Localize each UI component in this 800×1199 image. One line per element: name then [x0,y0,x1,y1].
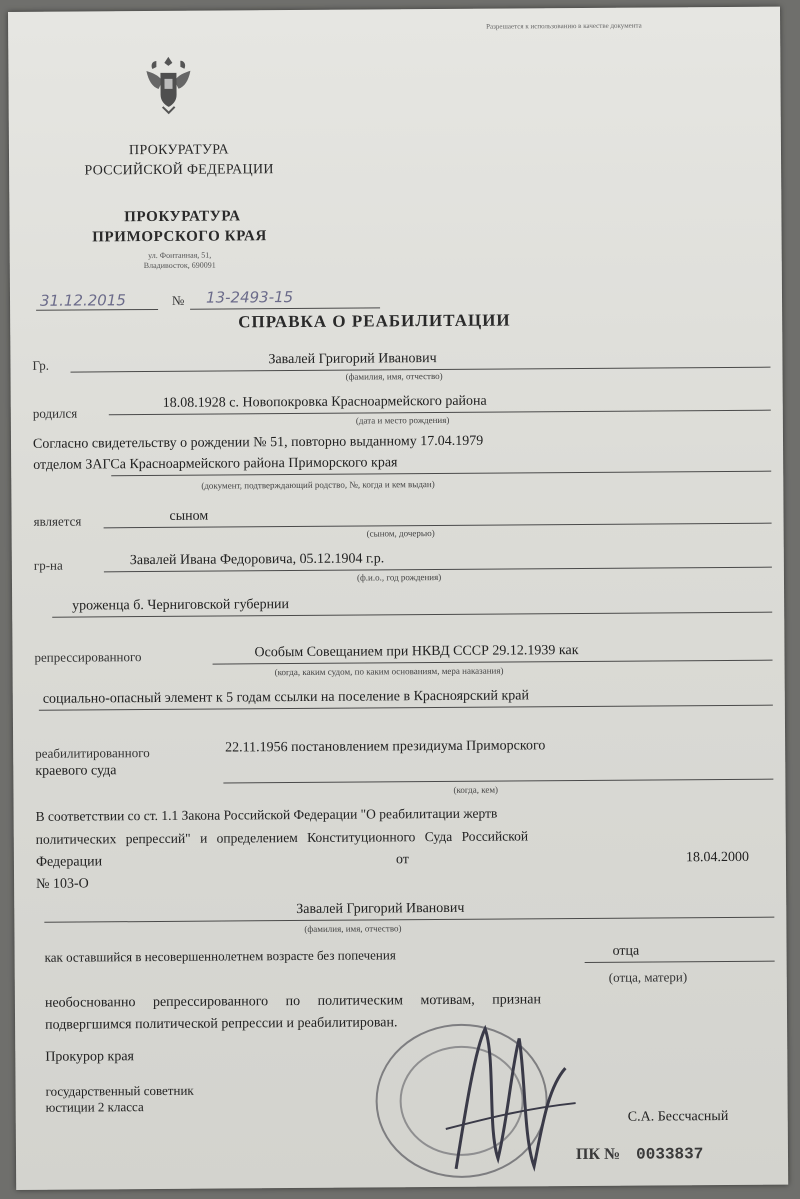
law-line3-c: 18.04.2000 [685,849,749,866]
org2-line2: ПРИМОРСКОГО КРАЯ [92,228,267,246]
signer-title-line3: юстиции 2 класса [45,1099,144,1115]
parent-caption: (ф.и.о., год рождения) [356,571,442,583]
parent-origin: уроженца б. Черниговской губернии [72,597,290,614]
registration-date: 31.12.2015 [39,291,126,310]
rehab-value: 22.11.1956 постановлением президиума Приморского [225,738,546,756]
law-line3-b: от [395,852,409,868]
law-line4: № 103-О [36,876,89,892]
rehab-line2: краевого суда [35,763,117,779]
child-name-line [44,917,774,923]
registration-number-label: № [171,292,185,308]
relation-label: является [33,513,82,529]
registration-number-line [190,307,380,309]
parent-label: гр-на [33,557,63,573]
child-name: Завалей Григорий Иванович [296,900,465,918]
conclusion-line2: подвергшимся политической репрессии и реабилитирован. [45,1015,398,1033]
serial-number-block [576,1145,703,1164]
rehab-caption: (когда, кем) [453,784,499,795]
address-line1: ул. Фонтанная, 51, [148,250,212,261]
registration-number: 13-2493-15 [205,288,294,307]
rehab-label: реабилитированного [35,745,150,761]
signer-name: С.А. Бессчасный [627,1108,729,1125]
child-parent-line [585,961,775,963]
law-line2: политических репрессий" и определением Конституционного Суда Российской [35,828,529,847]
child-caption: (фамилия, имя, отчество) [304,923,402,934]
repressed-caption: (когда, каким судом, по каким основаниям, мера наказания) [274,665,504,678]
born-label: родился [32,405,78,421]
citizen-caption: (фамилия, имя, отчество) [345,370,443,382]
top-note: Разрешается к использованию в качестве документа [486,21,642,31]
repressed-line2: социально-опасный элемент к 5 годам ссылки на поселение в Красноярский край [42,688,530,707]
serial-prefix: ПК [575,1145,601,1164]
rehab-line [223,779,773,784]
parent-value: Завалей Ивана Федоровича, 05.12.1904 г.р. [129,551,385,569]
certificate-line1: Согласно свидетельству о рождении № 51, повторно выданному 17.04.1979 [32,433,484,452]
serial-number-label: № [603,1145,621,1163]
repressed-value: Особым Совещанием при НКВД СССР 29.12.1939 как [254,643,579,661]
born-caption: (дата и место рождения) [355,414,450,426]
child-status: как оставшийся в несовершеннолетнем возрасте без попечения [44,947,396,965]
double-headed-eagle-emblem [140,51,196,115]
signer-title-line2: государственный советник [45,1082,194,1099]
org2-line1: ПРОКУРАТУРА [124,208,241,226]
certificate-caption: (документ, подтверждающий родство, №, когда и кем выдан) [201,479,435,491]
law-line3-a: Федерации [35,854,103,870]
born-value: 18.08.1928 с. Новопокровка Красноармейского района [162,393,487,411]
certificate-line2: отделом ЗАГСа Красноармейского района Приморского края [33,455,398,473]
serial-number: 0033837 [636,1145,704,1164]
citizen-label: Гр. [32,357,49,373]
document-title: СПРАВКА О РЕАБИЛИТАЦИИ [238,310,511,332]
signer-title-line1: Прокурор края [45,1049,135,1065]
org1-line1: ПРОКУРАТУРА [128,142,229,159]
registration-date-line [36,309,158,311]
child-parent-caption: (отца, матери) [608,969,688,985]
handwritten-signature [415,1008,596,1179]
address-line2: Владивосток, 690091 [143,260,216,271]
certificate-sheet [8,7,788,1190]
relation-value: сыном [169,508,209,524]
relation-caption: (сыном, дочерью) [366,528,435,539]
citizen-name: Завалей Григорий Иванович [268,351,437,368]
org1-line2: РОССИЙСКОЙ ФЕДЕРАЦИИ [84,162,274,179]
repressed-label: репрессированного [34,649,142,665]
conclusion-line1: необоснованно репрессированного по политическим мотивам, признан [44,992,542,1011]
child-parent-value: отца [612,943,640,959]
law-line1: В соответствии со ст. 1.1 Закона Российской Федерации "О реабилитации жертв [35,805,498,824]
